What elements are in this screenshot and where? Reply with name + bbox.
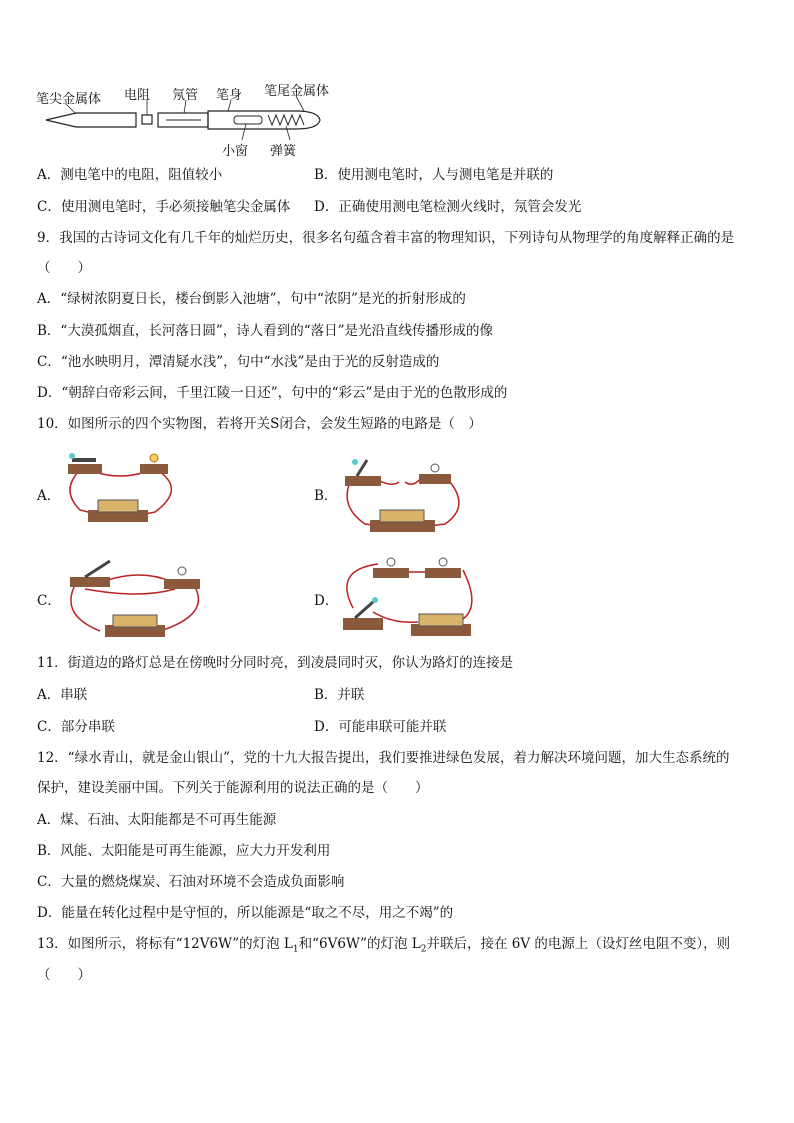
q11-option-b: B．并联 (314, 687, 365, 703)
q10-label-a: A． (37, 488, 61, 504)
q11-option-d: D．可能串联可能并联 (314, 719, 447, 735)
q9-option-d: D．“朝辞白帝彩云间，千里江陵一日还”，句中的“彩云”是由于光的色散形成的 (37, 385, 508, 401)
pen-figure (36, 78, 346, 160)
q10-label-c: C． (37, 593, 61, 609)
pen-drawing (36, 78, 346, 160)
q9-option-a: A．“绿树浓阴夏日长，楼台倒影入池塘”，句中“浓阴”是光的折射形成的 (37, 291, 466, 307)
q10-label-d: D． (314, 593, 339, 609)
q9-stem-line2: （ ） (37, 260, 91, 276)
label-tip-metal: 笔尖金属体 (36, 92, 102, 107)
q12-option-c: C．大量的燃烧煤炭、石油对环境不会造成负面影响 (37, 874, 345, 890)
circuit-d (333, 550, 483, 645)
circuit-c (60, 555, 205, 645)
q9-stem-line1: 9．我国的古诗词文化有几千年的灿烂历史，很多名句蕴含着丰富的物理知识，下列诗句从物理学的角度解释正确的是 (37, 230, 735, 246)
q13-stem-line2: （ ） (37, 967, 91, 983)
label-body: 笔身 (216, 88, 243, 103)
label-resistor: 电阻 (124, 88, 151, 103)
q12-option-a: A．煤、石油、太阳能都是不可再生能源 (37, 812, 277, 828)
q8-option-b: B．使用测电笔时，人与测电笔是并联的 (314, 167, 554, 183)
label-tail-metal: 笔尾金属体 (264, 84, 330, 99)
label-neon-tube: 氖管 (172, 88, 199, 103)
q11-stem: 11．街道边的路灯总是在傍晚时分同时亮，到凌晨同时灭，你认为路灯的连接是 (37, 655, 514, 671)
circuit-a (60, 450, 190, 528)
q13-stem-part3: 并联后，接在 6V 的电源上（设灯丝电阻不变），则 (426, 936, 731, 952)
q8-option-a: A．测电笔中的电阻，阻值较小 (37, 167, 223, 183)
q10-label-b: B． (314, 488, 338, 504)
q12-option-d: D．能量在转化过程中是守恒的，所以能源是“取之不尽，用之不竭”的 (37, 905, 454, 921)
q13-stem-part2: 和“6V6W”的灯泡 L (298, 936, 421, 952)
q12-stem-line1: 12．“绿水青山，就是金山银山”，党的十九大报告提出，我们要推进绿色发展，着力解决环境问题，加大生态系统的 (37, 750, 730, 766)
q13-sub1: 1 (292, 944, 299, 955)
q12-option-b: B．风能、太阳能是可再生能源，应大力开发利用 (37, 843, 331, 859)
q12-stem-line2: 保护，建设美丽中国。下列关于能源利用的说法正确的是（ ） (37, 780, 429, 796)
circuit-b (335, 452, 475, 537)
q8-option-d: D．正确使用测电笔检测火线时，氖管会发光 (314, 199, 582, 215)
q13-stem-line1 (37, 935, 730, 959)
q10-stem: 10．如图所示的四个实物图，若将开关S闭合，会发生短路的电路是（ ） (37, 416, 482, 432)
label-spring: 弹簧 (270, 144, 297, 159)
label-window: 小窗 (222, 144, 249, 159)
q13-stem-part1: 13．如图所示，将标有“12V6W”的灯泡 L (37, 936, 293, 952)
q9-option-c: C．“池水映明月，潭清疑水浅”，句中“水浅”是由于光的反射造成的 (37, 354, 440, 370)
q8-option-c: C．使用测电笔时，手必须接触笔尖金属体 (37, 199, 291, 215)
q9-option-b: B．“大漠孤烟直，长河落日圆”，诗人看到的“落日”是光沿直线传播形成的像 (37, 323, 494, 339)
q11-option-c: C．部分串联 (37, 719, 115, 735)
q11-option-a: A．串联 (37, 687, 88, 703)
q13-sub2: 2 (420, 944, 427, 955)
